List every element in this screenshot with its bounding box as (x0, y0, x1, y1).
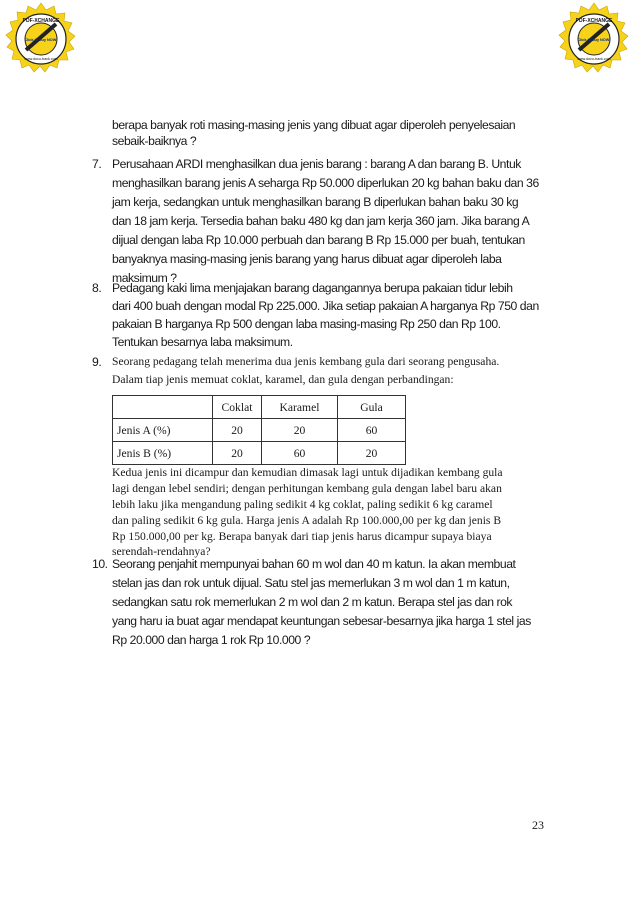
question-10-line: sedangkan satu rok memerlukan 2 m wol dan 2 m katun. Berapa stel jas dan rok (112, 595, 513, 609)
question-7-line: menghasilkan barang jenis A seharga Rp 50.000 diperlukan 20 kg bahan baku dan 36 (112, 176, 539, 190)
pdf-xchange-watermark-right[interactable] (557, 2, 631, 76)
question-9-line: Seorang pedagang telah menerima dua jenis kembang gula dari seorang pengusaha. (112, 355, 500, 368)
table-cell: 60 (338, 419, 406, 442)
question-7-line: maksimum ? (112, 271, 177, 285)
watermark-seal-icon (557, 2, 631, 76)
question-10-line: stelan jas dan rok untuk dijual. Satu stel jas memerlukan 3 m wol dan 1 m katun, (112, 576, 510, 590)
question-9-line: lagi dengan lebel sendiri; dengan perhitungan kembang gula dengan label baru akan (112, 482, 502, 495)
table-cell: 20 (213, 442, 262, 465)
table-row (113, 442, 406, 465)
text-line: berapa banyak roti masing-masing jenis yang dibuat agar diperoleh penyelesaian (112, 118, 516, 132)
question-7-line: banyaknya masing-masing jenis barang yang harus dibuat agar diperoleh laba (112, 252, 502, 266)
question-10-line: Rp 20.000 dan harga 1 rok Rp 10.000 ? (112, 633, 311, 647)
svg-text:PDF-XCHANGE: PDF-XCHANGE (22, 18, 60, 24)
question-9-line: dan paling sedikit 6 kg gula. Harga jenis A adalah Rp 100.000,00 per kg dan jenis B (112, 514, 502, 527)
table-header-cell: Karamel (262, 396, 338, 419)
question-number-8: 8. (92, 281, 102, 295)
question-number-9: 9. (92, 355, 102, 369)
question-8-line: dari 400 buah dengan modal Rp 225.000. Jika setiap pakaian A harganya Rp 750 dan (112, 299, 539, 313)
question-7-line: Perusahaan ARDI menghasilkan dua jenis barang : barang A dan barang B. Untuk (112, 157, 521, 171)
svg-text:www.docu-track.com: www.docu-track.com (577, 57, 611, 61)
question-number-10: 10. (92, 557, 108, 571)
question-8-line: pakaian B harganya Rp 500 dengan laba masing-masing Rp 250 dan Rp 100. (112, 317, 501, 331)
table-row (113, 419, 406, 442)
table-header-cell: Gula (338, 396, 406, 419)
table-header-cell: Coklat (213, 396, 262, 419)
question-9-line: Rp 150.000,00 per kg. Berapa banyak dari tiap jenis harus dicampur supaya biaya (112, 530, 492, 543)
question-7-line: dan 18 jam kerja. Tersedia bahan baku 480 kg dan jam kerja 360 jam. Jika barang A (112, 214, 530, 228)
table-cell: Jenis B (%) (113, 442, 213, 465)
table-cell: 20 (262, 419, 338, 442)
question-7-line: jam kerja, sedangkan untuk menghasilkan barang B diperlukan bahan baku 30 kg (112, 195, 519, 209)
table-header-row (113, 396, 406, 419)
table-cell: 20 (338, 442, 406, 465)
table-cell: Jenis A (%) (113, 419, 213, 442)
question-10-line: yang haru ia buat agar mendapat keuntungan sebesar-besarnya jika harga 1 stel jas (112, 614, 531, 628)
pdf-xchange-watermark-left[interactable] (4, 2, 78, 76)
question-8-line: Tentukan besarnya laba maksimum. (112, 335, 293, 349)
svg-text:PDF-XCHANGE: PDF-XCHANGE (575, 18, 613, 24)
question-8-line: Pedagang kaki lima menjajakan barang dagangannya berupa pakaian tidur lebih (112, 281, 513, 295)
question-9-line: Kedua jenis ini dicampur dan kemudian dimasak lagi untuk dijadikan kembang gula (112, 466, 503, 479)
question-7-line: dijual dengan laba Rp 10.000 perbuah dan barang B Rp 15.000 per buah, tentukan (112, 233, 525, 247)
question-10-line: Seorang penjahit mempunyai bahan 60 m wol dan 40 m katun. Ia akan membuat (112, 557, 516, 571)
svg-text:Click to buy NOW!: Click to buy NOW! (24, 38, 58, 42)
page-number: 23 (532, 818, 544, 832)
svg-text:Click to buy NOW!: Click to buy NOW! (577, 38, 611, 42)
question-9-line: Dalam tiap jenis memuat coklat, karamel, dan gula dengan perbandingan: (112, 373, 454, 386)
composition-table (112, 395, 406, 465)
table-cell: 60 (262, 442, 338, 465)
table-header-cell (113, 396, 213, 419)
watermark-seal-icon (4, 2, 78, 76)
table-cell: 20 (213, 419, 262, 442)
question-9-line: lebih laku jika mengandung paling sedikit 4 kg coklat, paling sedikit 6 kg caramel (112, 498, 493, 511)
text-line: sebaik-baiknya ? (112, 134, 197, 148)
question-number-7: 7. (92, 157, 102, 171)
svg-text:www.docu-track.com: www.docu-track.com (24, 57, 58, 61)
question-9-line: serendah-rendahnya? (112, 545, 211, 558)
